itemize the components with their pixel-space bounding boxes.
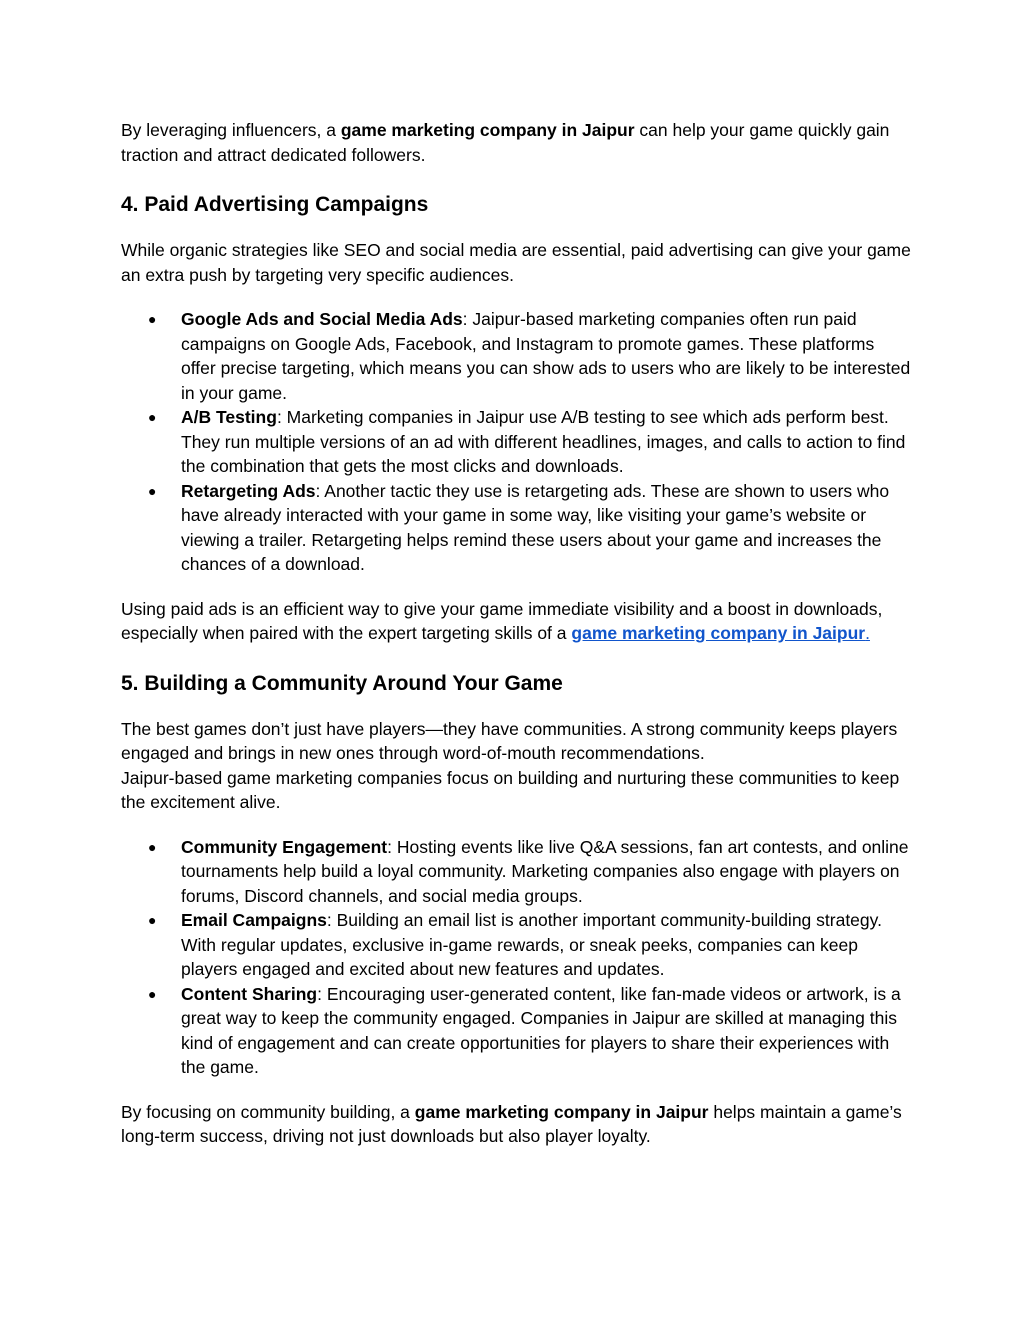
section5-intro-line2: Jaipur-based game marketing companies focus on building and nurturing these communities to keep the excitement alive. bbox=[121, 767, 900, 812]
section5-closing bbox=[121, 1100, 912, 1149]
bullet-title: Community Engagement bbox=[181, 836, 388, 857]
list-item bbox=[121, 908, 912, 982]
bullet-icon: ● bbox=[148, 912, 157, 928]
intro-text-end: can help your game quickly gain traction and attract dedicated followers. bbox=[121, 120, 890, 165]
bullet-title: Retargeting Ads bbox=[181, 480, 316, 501]
list-item bbox=[121, 479, 912, 577]
section4-intro: While organic strategies like SEO and social media are essential, paid advertising can give your game an extra push by targeting very specific audiences. bbox=[121, 240, 911, 285]
section5-intro bbox=[121, 717, 912, 815]
bullet-icon: ● bbox=[148, 482, 157, 499]
game-marketing-company-link[interactable]: game marketing company in Jaipur bbox=[571, 623, 866, 643]
bullet-text: : Marketing companies in Jaipur use A/B testing to see which ads perform best. They run multiple versions of an ad with different headlines, images, and calls to action to find the combination that gets the most clicks and downloads. bbox=[181, 407, 906, 476]
bullet-text: : Another tactic they use is retargeting ads. These are shown to users who have already interacted with your game in some way, like visiting your game’s website or viewing a trailer. Retargeting helps remind these users about your game and increases the chances of a download. bbox=[181, 480, 890, 574]
list-item bbox=[121, 835, 912, 909]
bullet-text: : Building an email list is another important community-building strategy. With regular updates, exclusive in-game rewards, or sneak peeks, companies can keep players engaged and excited about new features and updates. bbox=[181, 910, 882, 979]
section5-intro-line1: The best games don’t just have players—they have communities. A strong community keeps players engaged and brings in new ones through word-of-mouth recommendations. bbox=[121, 718, 898, 763]
intro-text-start: By leveraging influencers, a bbox=[121, 120, 341, 140]
bullet-icon: ● bbox=[148, 409, 157, 425]
section4-closing bbox=[121, 597, 912, 646]
bullet-text: : Hosting events like live Q&A sessions, fan art contests, and online tournaments help build a loyal community. Marketing companies also engage with players on forums, Discord channels, and social media groups. bbox=[181, 836, 909, 906]
section5-closing-bold-keyword: game marketing company in Jaipur bbox=[414, 1101, 709, 1122]
bullet-text: : Jaipur-based marketing companies often run paid campaigns on Google Ads, Facebook, and Instagram to promote games. These platforms offer precise targeting, which means you can show ads to users who are likely to be interested in your game. bbox=[181, 309, 911, 403]
section5-closing-text-start: By focusing on community building, a bbox=[121, 1101, 415, 1122]
bullet-icon: ● bbox=[148, 311, 157, 327]
bullet-title: Content Sharing bbox=[181, 983, 318, 1004]
section5-closing-text-end: helps maintain a game’s long-term success, driving not just downloads but also player loyalty. bbox=[121, 1101, 902, 1146]
bullet-text: : Encouraging user-generated content, like fan-made videos or artwork, is a great way to keep the community engaged. Companies in Jaipur are skilled at managing this kind of engagement and can create opportunities for players to share their experiences with the game. bbox=[181, 983, 901, 1077]
bullet-icon: ● bbox=[148, 838, 157, 855]
bullet-title: Google Ads and Social Media Ads bbox=[181, 309, 463, 329]
list-item bbox=[121, 405, 912, 479]
bullet-icon: ● bbox=[148, 985, 157, 1002]
intro-paragraph bbox=[121, 118, 912, 167]
section4-closing-period: . bbox=[865, 623, 870, 643]
list-item bbox=[121, 307, 912, 405]
section4-closing-text: Using paid ads is an efficient way to give your game immediate visibility and a boost in downloads, especially when paired with the expert targeting skills of a bbox=[121, 598, 883, 643]
list-item bbox=[121, 982, 912, 1080]
section4-bullet-list bbox=[121, 307, 912, 577]
bullet-title: Email Campaigns bbox=[181, 910, 327, 930]
intro-bold-keyword: game marketing company in Jaipur bbox=[340, 120, 635, 140]
section5-heading: 5. Building a Community Around Your Game bbox=[121, 671, 563, 695]
section4-heading: 4. Paid Advertising Campaigns bbox=[121, 193, 429, 216]
bullet-title: A/B Testing bbox=[181, 407, 277, 427]
section5-bullet-list bbox=[121, 835, 912, 1080]
